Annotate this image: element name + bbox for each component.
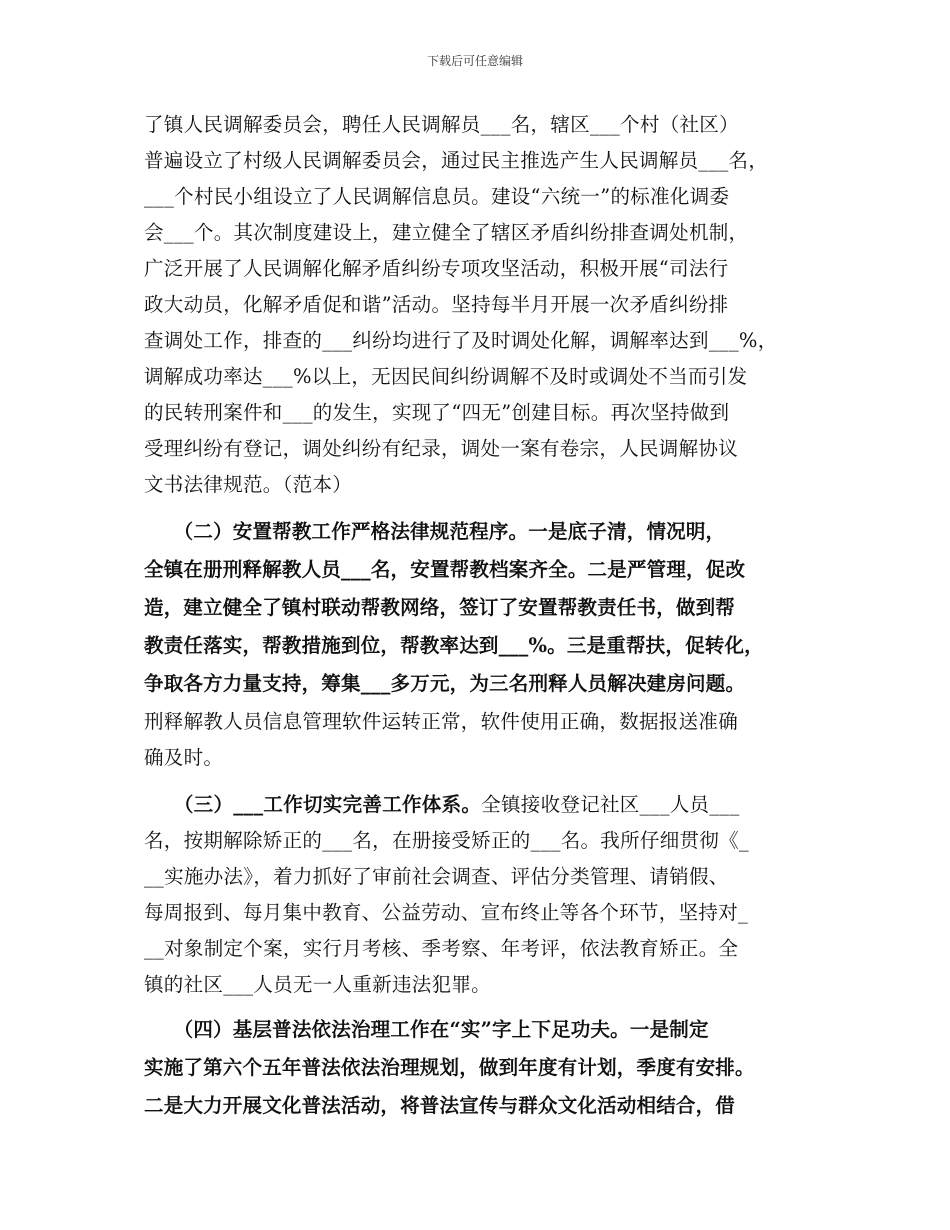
paragraph-line: 刑释解教人员信息管理软件运转正常，软件使用正确，数据报送准确 (144, 710, 739, 733)
paragraph-line: 文书法律规范。（范本） (144, 473, 353, 496)
paragraph-line: 全镇在册刑释解教人员___名，安置帮教档案齐全。二是严管理，促改 (144, 558, 746, 581)
paragraph-line: 调解成功率达___%以上，无因民间纠纷调解不及时或调处不当而引发 (144, 365, 748, 388)
section-heading-3-line (144, 791, 740, 819)
paragraph-line: 受理纠纷有登记，调处纠纷有纪录，调处一案有卷宗，人民调解协议 (144, 437, 739, 460)
paragraph-text: 全镇接收登记社区___人员___ (481, 793, 740, 816)
section-heading-3: （三）___工作切实完善工作体系。 (144, 793, 482, 816)
paragraph-line: 的民转刑案件和___的发生，实现了“四无”创建目标。再次坚持做到 (144, 401, 730, 424)
paragraph-line: __对象制定个案，实行月考核、季考察、年考评，依法教育矫正。全 (144, 937, 739, 960)
paragraph-line: ___个村民小组设立了人民调解信息员。建设“六统一”的标准化调委 (144, 185, 730, 208)
paragraph-line: 政大动员，化解矛盾促和谐”活动。坚持每半月开展一次矛盾纠纷排 (144, 293, 729, 316)
section-heading-4: （四）基层普法依法治理工作在“实”字上下足功夫。一是制定 (144, 1018, 709, 1041)
paragraph-line: 每周报到、每月集中教育、公益劳动、宣布终止等各个环节，坚持对_ (144, 901, 749, 924)
page-header: 下载后可任意编辑 (426, 54, 523, 68)
paragraph-line: 名，按期解除矫正的___名，在册接受矫正的___名。我所仔细贯彻《_ (144, 829, 749, 852)
paragraph-line: 二是大力开展文化普法活动，将普法宣传与群众文化活动相结合，借 (144, 1094, 736, 1117)
paragraph-line: 查调处工作，排查的___纠纷均进行了及时调处化解，调解率达到___%， (144, 329, 778, 352)
paragraph-line: 争取各方力量支持，筹集___多万元，为三名刑释人员解决建房问题。 (144, 672, 746, 695)
paragraph-line: 会___个。其次制度建设上，建立健全了辖区矛盾纠纷排查调处机制， (144, 221, 749, 244)
paragraph-line: 造，建立健全了镇村联动帮教网络，签订了安置帮教责任书，做到帮 (144, 596, 736, 619)
paragraph-line: 教责任落实，帮教措施到位，帮教率达到___%。三是重帮扶，促转化， (144, 634, 764, 657)
paragraph-line: 广泛开展了人民调解化解矛盾纠纷专项攻坚活动，积极开展“司法行 (144, 257, 729, 280)
paragraph-line: 普遍设立了村级人民调解委员会，通过民主推选产生人民调解员___名， (144, 149, 769, 172)
paragraph-line: __实施办法》，着力抓好了审前社会调查、评估分类管理、请销假、 (144, 865, 729, 888)
paragraph-line: 镇的社区___人员无一人重新违法犯罪。 (144, 973, 491, 996)
paragraph-line: 确及时。 (144, 746, 224, 769)
section-heading-2: （二）安置帮教工作严格法律规范程序。一是底子清，情况明， (144, 520, 726, 543)
paragraph-line: 了镇人民调解委员会，聘任人民调解员___名，辖区___个村（社区） (144, 113, 739, 136)
paragraph-line: 实施了第六个五年普法依法治理规划，做到年度有计划，季度有安排。 (144, 1056, 755, 1079)
